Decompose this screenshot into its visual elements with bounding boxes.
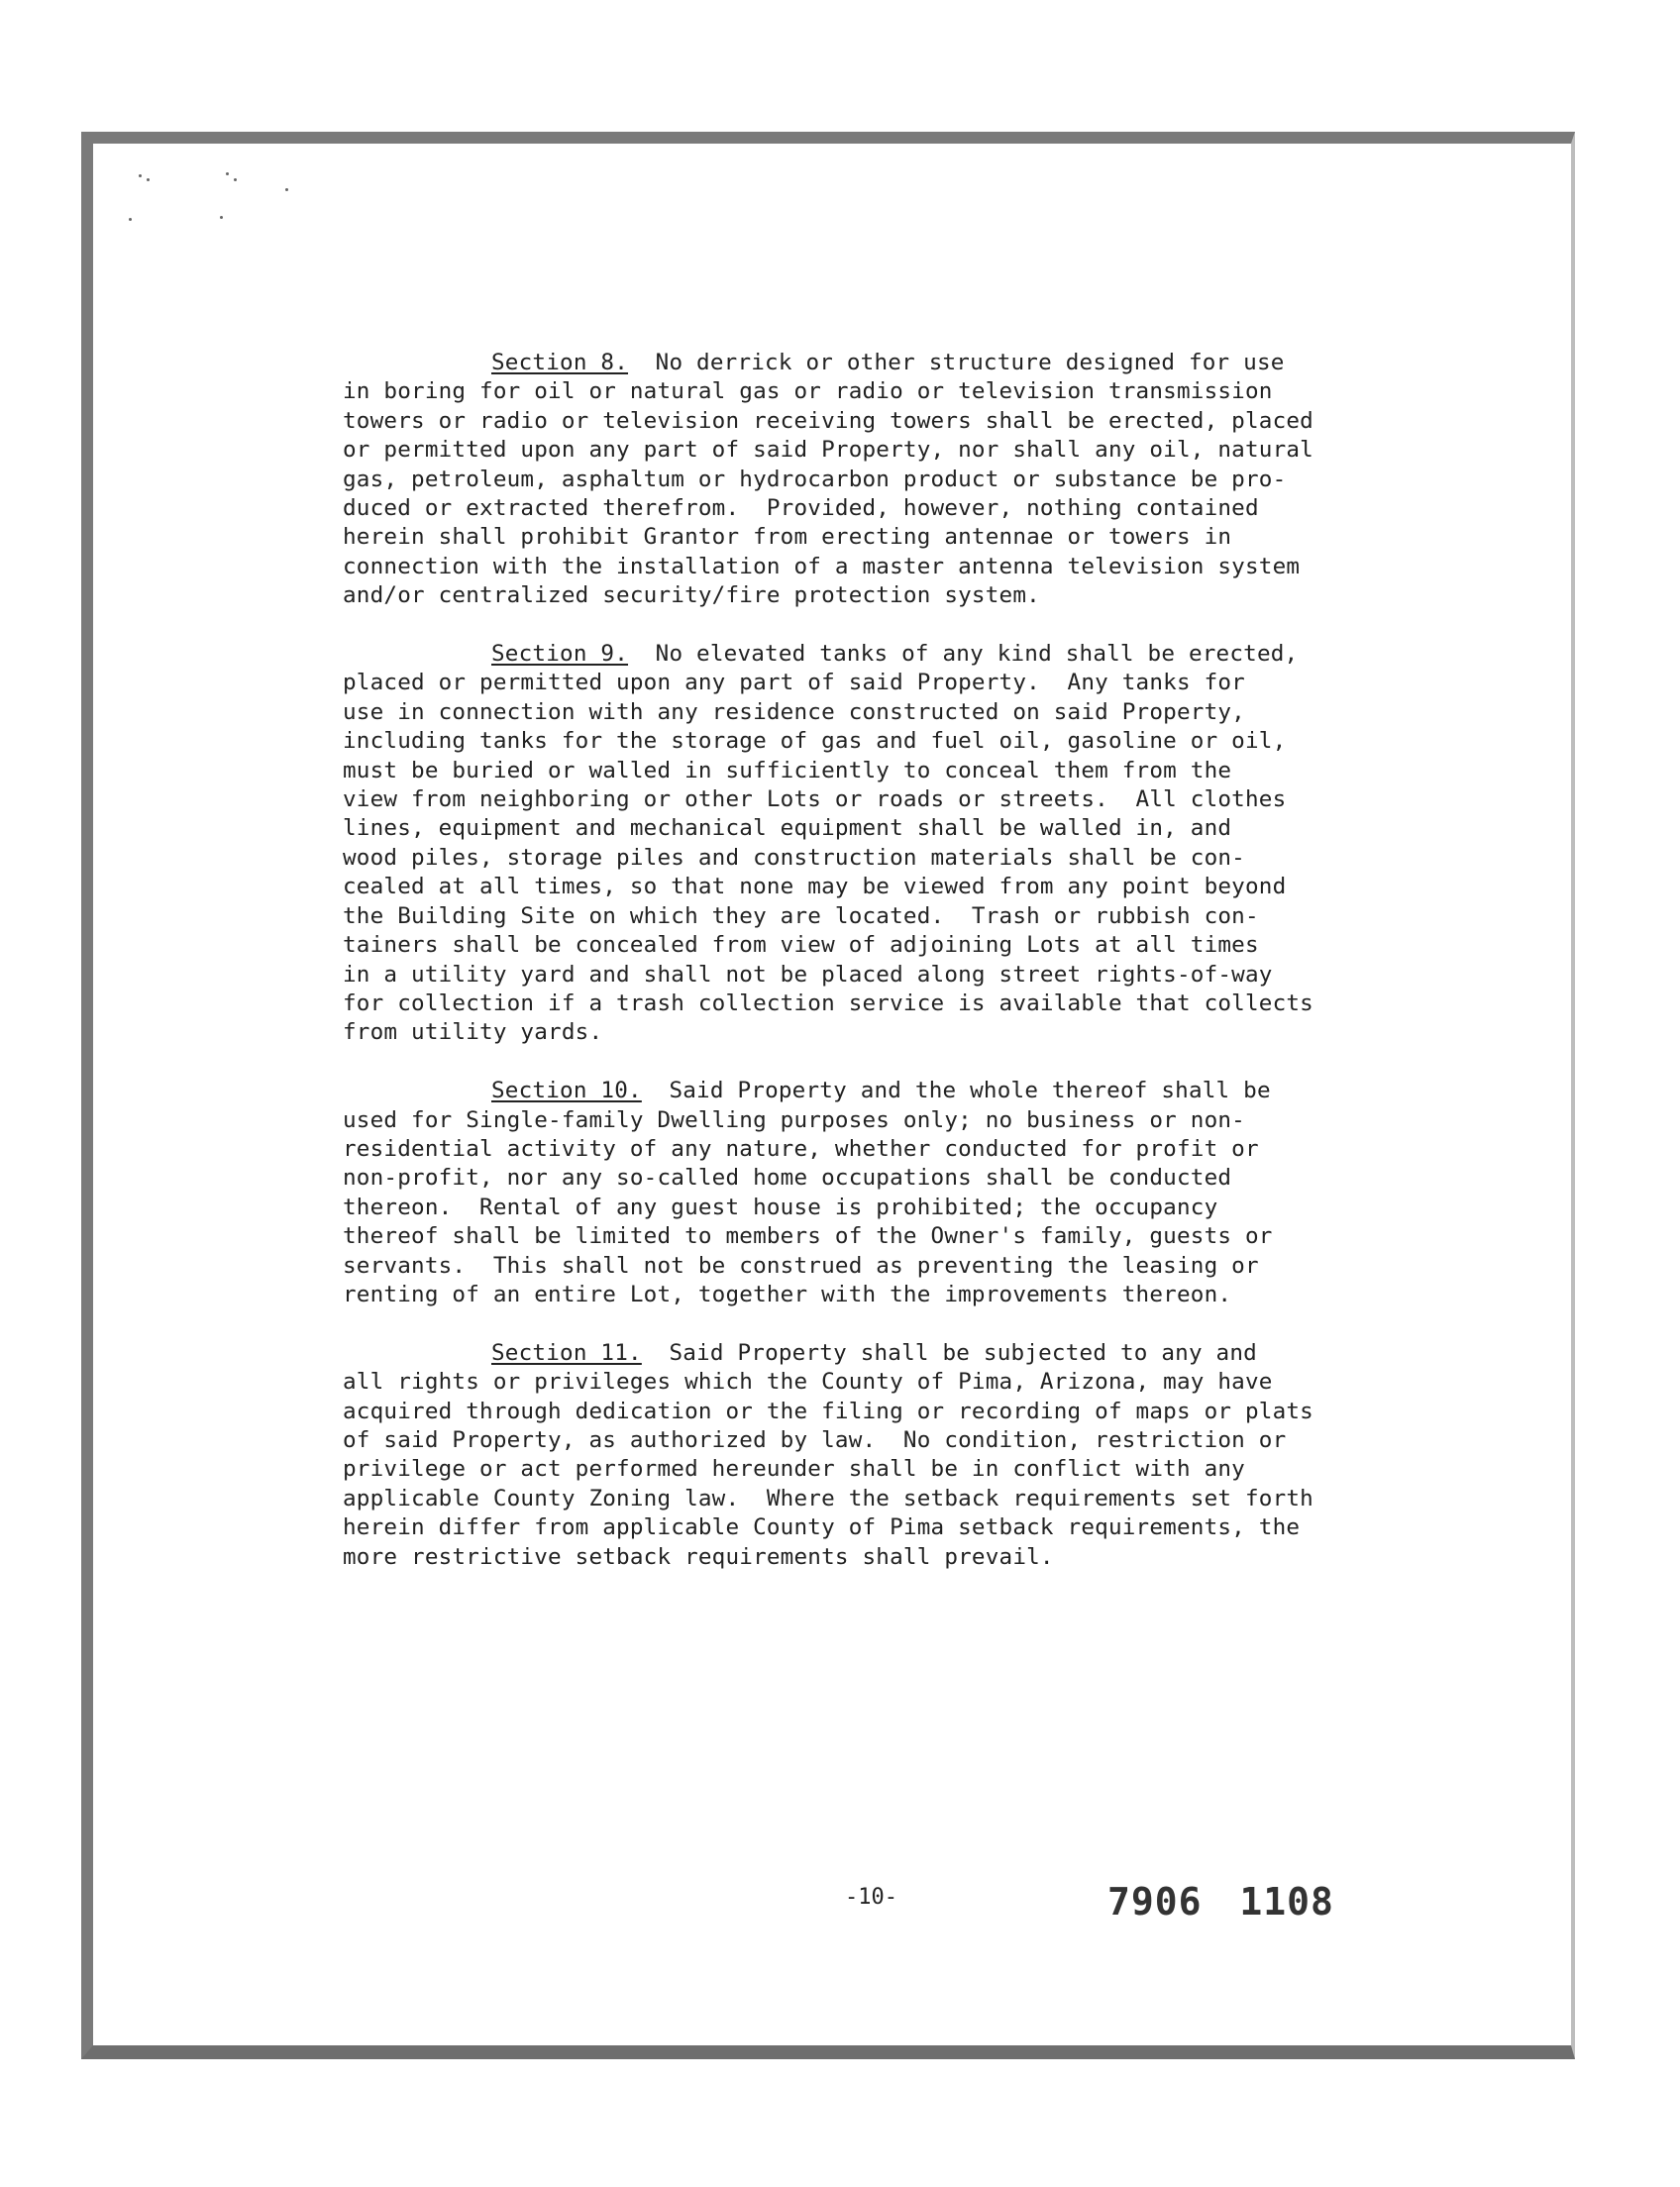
document-number: 7906 1108 xyxy=(1107,1880,1334,1924)
text-line: duced or extracted therefrom. Provided, however, nothing contained xyxy=(343,495,1259,522)
section-9 xyxy=(343,640,1383,1048)
text-line: lines, equipment and mechanical equipment shall be walled in, and xyxy=(343,815,1232,842)
text-line: residential activity of any nature, whether conducted for profit or xyxy=(343,1135,1259,1162)
section-heading: Section 8. xyxy=(491,350,629,375)
text-line: in boring for oil or natural gas or radio or television transmission xyxy=(343,378,1273,405)
text-line: renting of an entire Lot, together with the improvements thereon. xyxy=(343,1281,1232,1307)
text-line: more restrictive setback requirements shall prevail. xyxy=(343,1543,1054,1570)
page-number: -10- xyxy=(845,1885,897,1910)
text-line: must be buried or walled in sufficiently to conceal them from the xyxy=(343,757,1232,783)
scan-specks xyxy=(127,166,246,256)
text-line: herein shall prohibit Grantor from erecting antennae or towers in xyxy=(343,524,1232,551)
text-line: all rights or privileges which the County of Pima, Arizona, may have xyxy=(343,1369,1273,1396)
section-8 xyxy=(343,349,1383,611)
text-line: thereon. Rental of any guest house is prohibited; the occupancy xyxy=(343,1194,1218,1220)
text-line: No derrick or other structure designed for use xyxy=(655,350,1285,375)
text-line: or permitted upon any part of said Property, nor shall any oil, natural xyxy=(343,437,1313,464)
text-line: gas, petroleum, asphaltum or hydrocarbon product or substance be pro- xyxy=(343,466,1287,492)
text-line: No elevated tanks of any kind shall be erected, xyxy=(655,641,1299,668)
text-line: herein differ from applicable County of Pima setback requirements, the xyxy=(343,1514,1301,1541)
text-line: used for Single-family Dwelling purposes only; no business or non- xyxy=(343,1106,1245,1133)
text-line: towers or radio or television receiving towers shall be erected, placed xyxy=(343,407,1313,434)
text-line: connection with the installation of a master antenna television system xyxy=(343,553,1301,579)
text-line: privilege or act performed hereunder shall be in conflict with any xyxy=(343,1456,1245,1483)
text-line: cealed at all times, so that none may be viewed from any point beyond xyxy=(343,874,1287,900)
text-line: placed or permitted upon any part of said Property. Any tanks for xyxy=(343,670,1245,696)
text-line: non-profit, nor any so-called home occupations shall be conducted xyxy=(343,1165,1232,1192)
text-line: use in connection with any residence constructed on said Property, xyxy=(343,698,1245,725)
text-line: the Building Site on which they are located. Trash or rubbish con- xyxy=(343,902,1259,929)
section-heading: Section 11. xyxy=(491,1339,642,1366)
text-line: acquired through dedication or the filing or recording of maps or plats xyxy=(343,1398,1313,1424)
text-line: servants. This shall not be construed as preventing the leasing or xyxy=(343,1252,1259,1279)
text-line: thereof shall be limited to members of the Owner's family, guests or xyxy=(343,1223,1273,1250)
text-line: tainers shall be concealed from view of adjoining Lots at all times xyxy=(343,932,1259,959)
section-10 xyxy=(343,1077,1383,1309)
text-line: for collection if a trash collection service is available that collects xyxy=(343,989,1313,1016)
text-line: wood piles, storage piles and construction materials shall be con- xyxy=(343,844,1245,871)
text-line: in a utility yard and shall not be placed along street rights-of-way xyxy=(343,961,1273,988)
text-line: and/or centralized security/fire protection system. xyxy=(343,582,1040,609)
text-line: of said Property, as authorized by law. No condition, restriction or xyxy=(343,1426,1287,1453)
section-heading: Section 10. xyxy=(491,1078,642,1104)
section-heading: Section 9. xyxy=(491,641,629,668)
text-line: including tanks for the storage of gas and fuel oil, gasoline or oil, xyxy=(343,728,1287,755)
text-line: Said Property shall be subjected to any and xyxy=(669,1339,1257,1366)
text-line: applicable County Zoning law. Where the setback requirements set forth xyxy=(343,1485,1313,1511)
text-line: view from neighboring or other Lots or roads or streets. All clothes xyxy=(343,786,1287,813)
text-line: Said Property and the whole thereof shall be xyxy=(669,1078,1271,1104)
section-11 xyxy=(343,1339,1383,1572)
document-body xyxy=(343,349,1383,1601)
text-line: from utility yards. xyxy=(343,1019,603,1046)
